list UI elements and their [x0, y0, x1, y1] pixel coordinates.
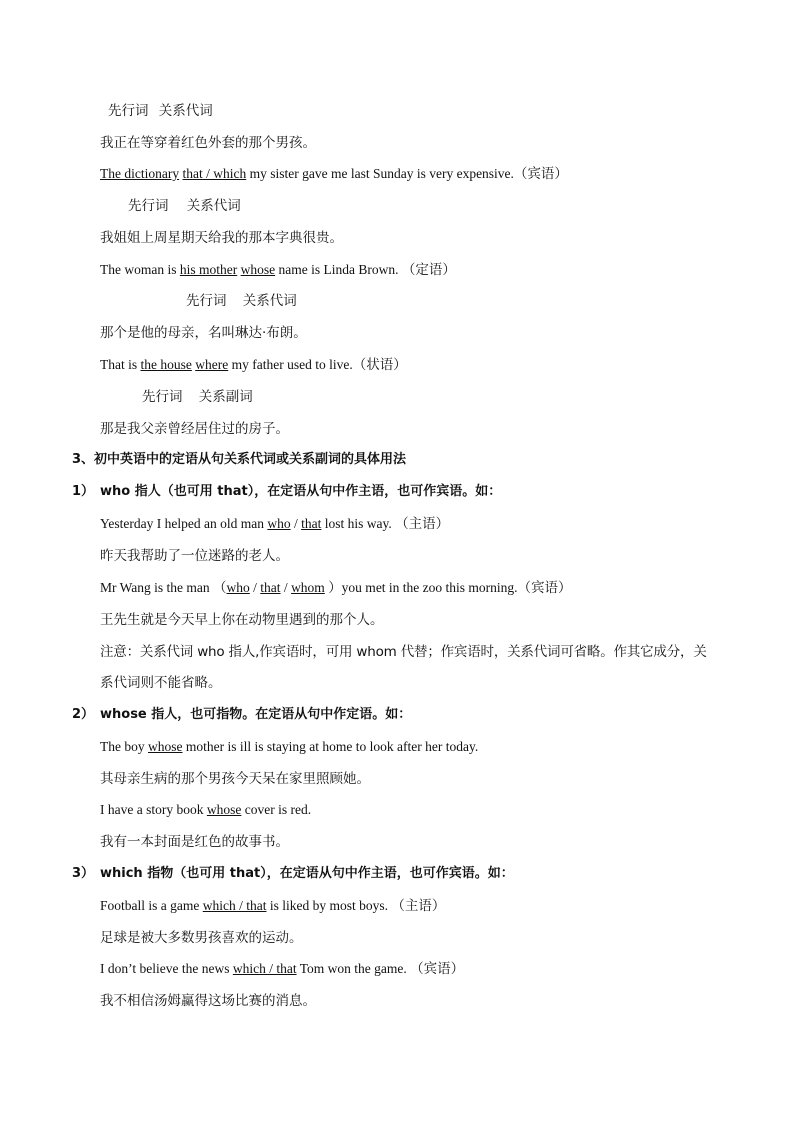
english-example: Mr Wang is the man （who / that / whom ）you met in the zoo this morning.（宾语） — [100, 580, 572, 595]
english-example: Yesterday I helped an old man who / that lost his way. （主语） — [100, 516, 450, 531]
relative-word: which / that — [232, 961, 297, 976]
chinese-translation: 昨天我帮助了一位迷路的老人。 — [100, 548, 289, 564]
note-text: 注意：关系代词 who 指人,作宾语时，可用 whom 代替；作宾语时，关系代词可省略。作其它成分，关 — [100, 644, 707, 660]
relative-word: which / that — [202, 898, 267, 913]
relative-word: whose — [206, 802, 242, 817]
relative-word: that — [301, 516, 322, 531]
antecedent: the house — [140, 357, 192, 372]
relative-word-label: 关系代词 — [158, 103, 213, 119]
label-line — [186, 292, 297, 310]
english-example: I have a story book whose cover is red. — [100, 802, 312, 817]
english-example: That is the house where my father used to live.（状语） — [100, 357, 407, 372]
antecedent-label: 先行词 — [108, 103, 149, 119]
chinese-translation: 我姐姐上周星期天给我的那本字典很贵。 — [100, 230, 343, 246]
chinese-translation: 其母亲生病的那个男孩今天呆在家里照顾她。 — [100, 771, 370, 787]
chinese-translation: 我有一本封面是红色的故事书。 — [100, 834, 289, 850]
rule-heading: 2） whose 指人，也可指物。在定语从句中作定语。如： — [72, 707, 412, 722]
chinese-translation: 那个是他的母亲，名叫琳达·布朗。 — [100, 325, 307, 341]
chinese-translation: 我正在等穿着红色外套的那个男孩。 — [100, 135, 316, 151]
relative-word: that / which — [182, 166, 247, 181]
english-example: The woman is his mother whose name is Linda Brown. （定语） — [100, 262, 456, 277]
rule-number: 2） — [72, 707, 95, 722]
label-line — [128, 197, 241, 215]
relative-word: that — [260, 580, 281, 595]
rule-number: 1） — [72, 484, 95, 499]
relative-word: whose — [148, 739, 183, 754]
chinese-translation: 那是我父亲曾经居住过的房子。 — [100, 421, 289, 437]
relative-word-label: 关系副词 — [198, 389, 253, 405]
relative-word-label: 关系代词 — [242, 293, 297, 309]
relative-word: who — [226, 580, 250, 595]
rule-heading: 1） who 指人（也可用 that），在定语从句中作主语，也可作宾语。如： — [72, 484, 502, 499]
rule-heading: 3） which 指物（也可用 that），在定语从句中作主语，也可作宾语。如： — [72, 866, 514, 881]
english-example: The boy whose mother is ill is staying at home to look after her today. — [100, 739, 479, 754]
relative-word-label: 关系代词 — [186, 198, 241, 214]
section-heading: 3、初中英语中的定语从句关系代词或关系副词的具体用法 — [72, 452, 407, 467]
antecedent-label: 先行词 — [142, 389, 183, 405]
rule-number: 3） — [72, 866, 95, 881]
antecedent: The dictionary — [100, 166, 180, 181]
english-example: I don’t believe the news which / that Tom won the game. （宾语） — [100, 961, 465, 976]
chinese-translation: 我不相信汤姆赢得这场比赛的消息。 — [100, 993, 316, 1009]
relative-word: who — [267, 516, 291, 531]
chinese-translation: 王先生就是今天早上你在动物里遇到的那个人。 — [100, 612, 384, 628]
relative-word: whose — [240, 262, 276, 277]
chinese-translation: 足球是被大多数男孩喜欢的运动。 — [100, 930, 303, 946]
note-text: 系代词则不能省略。 — [100, 675, 222, 691]
relative-word: whom — [291, 580, 325, 595]
antecedent-label: 先行词 — [186, 293, 227, 309]
antecedent: his mother — [179, 262, 238, 277]
antecedent-label: 先行词 — [128, 198, 169, 214]
english-example: The dictionary that / which my sister gave me last Sunday is very expensive.（宾语） — [100, 166, 568, 181]
label-line — [108, 102, 213, 120]
relative-word: where — [195, 357, 229, 372]
label-line — [142, 388, 253, 406]
english-example: Football is a game which / that is liked by most boys. （主语） — [100, 898, 446, 913]
